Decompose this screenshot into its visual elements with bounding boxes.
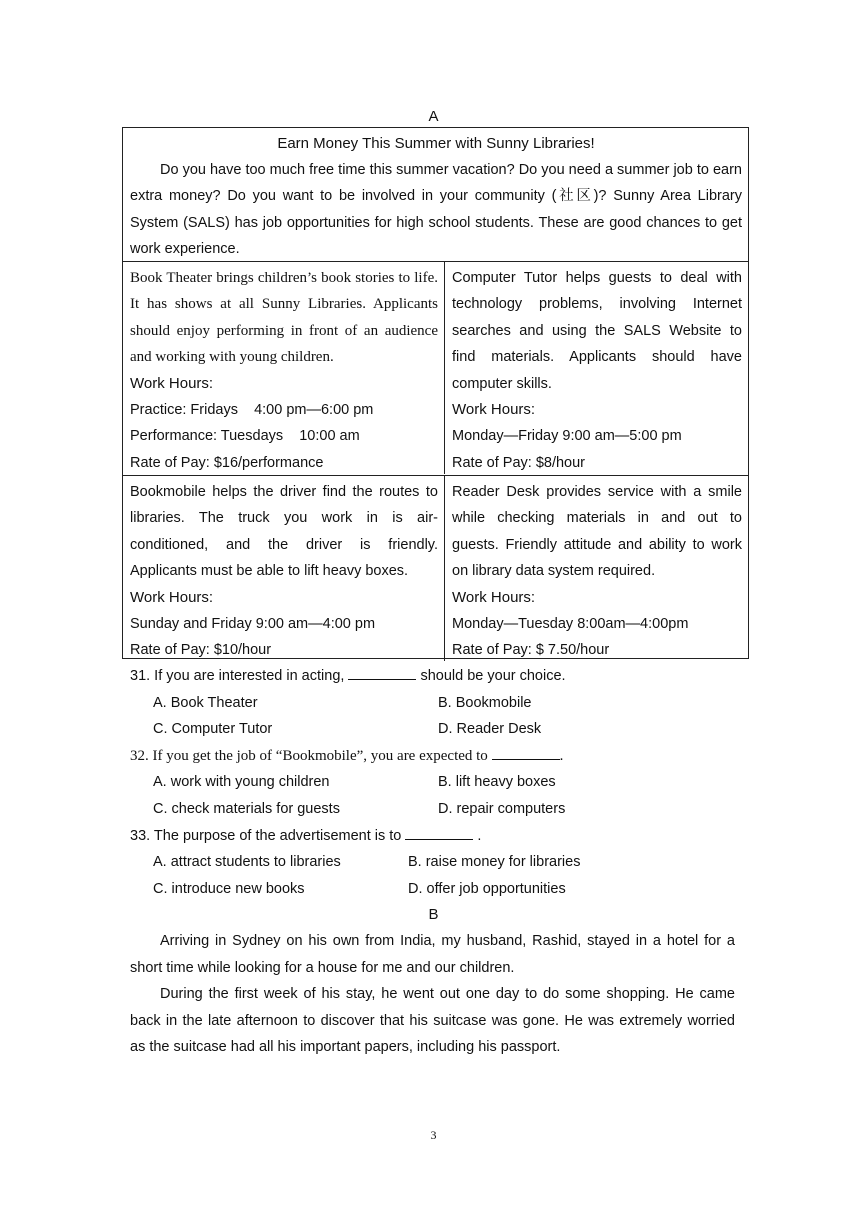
options-row	[130, 769, 740, 796]
question-32	[130, 743, 740, 770]
option-b: B. Bookmobile	[438, 694, 532, 711]
work-hours-line: Practice: Fridays 4:00 pm—6:00 pm	[130, 402, 374, 419]
option-c: C. Computer Tutor	[153, 721, 273, 738]
job-advertisement-table	[122, 127, 749, 659]
jobs-row-2	[123, 476, 748, 661]
option-a: A. Book Theater	[153, 694, 258, 711]
job-bookmobile	[123, 476, 445, 661]
job-desc: Reader Desk provides service with a smile while checking materials in and out to guests. Friendly attitude and ability to work on library data system required.	[452, 484, 742, 580]
work-hours-line: Monday—Friday 9:00 am—5:00 pm	[452, 428, 682, 445]
option-d: D. offer job opportunities	[408, 880, 566, 897]
option-b: B. lift heavy boxes	[438, 774, 556, 791]
passage-b	[130, 928, 735, 1061]
option-a: A. work with young children	[153, 774, 330, 791]
work-hours-line: Monday—Tuesday 8:00am—4:00pm	[452, 616, 689, 633]
job-reader-desk	[445, 476, 748, 661]
ad-intro-text: Do you have too much free time this summer vacation? Do you need a summer job to earn extra money? Do you want to be involved in your community (社区)? Sunny Area Library System (SALS) has job opportunities for high school students. These are good chances to get work experience.	[130, 162, 742, 258]
question-stem: 33. The purpose of the advertisement is to	[130, 827, 406, 844]
work-hours-label: Work Hours:	[452, 401, 536, 419]
work-hours-line: Performance: Tuesdays 10:00 am	[130, 428, 360, 445]
passage-paragraph: During the first week of his stay, he went out one day to do some shopping. He came back in the late afternoon to discover that his suitcase was gone. He was extremely worried as the suitcase had all his important papers, including his passport.	[130, 986, 735, 1056]
rate-of-pay: Rate of Pay: $10/hour	[130, 642, 272, 659]
option-b: B. raise money for libraries	[408, 854, 581, 871]
options-row	[130, 876, 740, 903]
work-hours-line: Sunday and Friday 9:00 am—4:00 pm	[130, 616, 376, 633]
page-number: 3	[430, 1128, 437, 1142]
question-stem-end: .	[473, 827, 482, 844]
job-computer-tutor	[445, 262, 748, 474]
work-hours-label: Work Hours:	[130, 374, 214, 392]
jobs-row-1	[123, 262, 748, 476]
option-c: C. introduce new books	[153, 880, 305, 897]
question-list	[130, 663, 740, 902]
question-31	[130, 663, 740, 690]
option-d: D. Reader Desk	[438, 721, 542, 738]
option-a: A. attract students to libraries	[153, 854, 341, 871]
option-d: D. repair computers	[438, 800, 566, 817]
question-stem: 32. If you get the job of “Bookmobile”, you are expected to	[130, 747, 492, 764]
question-stem-end: should be your choice.	[416, 668, 566, 684]
answer-blank	[348, 665, 416, 680]
ad-title: Earn Money This Summer with Sunny Libraries!	[277, 135, 595, 152]
question-33	[130, 823, 740, 850]
work-hours-label: Work Hours:	[130, 588, 214, 606]
options-row	[130, 796, 740, 823]
rate-of-pay: Rate of Pay: $ 7.50/hour	[452, 642, 610, 659]
option-c: C. check materials for guests	[153, 800, 340, 817]
options-row	[130, 849, 740, 876]
job-desc: Book Theater brings children’s book stories to life. It has shows at all Sunny Libraries. Applicants should enjoy performing in front of an audience and working with young children.	[130, 270, 438, 366]
rate-of-pay: Rate of Pay: $8/hour	[452, 454, 585, 471]
ad-intro-cell	[123, 128, 748, 262]
job-book-theater	[123, 262, 445, 474]
answer-blank	[405, 825, 473, 840]
passage-paragraph: Arriving in Sydney on his own from India, my husband, Rashid, stayed in a hotel for a short time while looking for a house for me and our children.	[130, 933, 735, 976]
options-row	[130, 690, 740, 717]
section-a-heading: A	[428, 108, 439, 125]
question-stem: 31. If you are interested in acting,	[130, 668, 349, 684]
options-row	[130, 716, 740, 743]
answer-blank	[492, 745, 560, 760]
rate-of-pay: Rate of Pay: $16/performance	[130, 454, 324, 471]
work-hours-label: Work Hours:	[452, 588, 536, 606]
job-desc: Computer Tutor helps guests to deal with technology problems, involving Internet searches and using the SALS Website to find materials. Applicants should have computer skills.	[452, 270, 742, 392]
job-desc: Bookmobile helps the driver find the routes to libraries. The truck you work in is air-conditioned, and the driver is friendly. Applicants must be able to lift heavy boxes.	[130, 484, 438, 580]
question-stem-end: .	[559, 747, 564, 764]
section-b-heading: B	[428, 906, 439, 923]
